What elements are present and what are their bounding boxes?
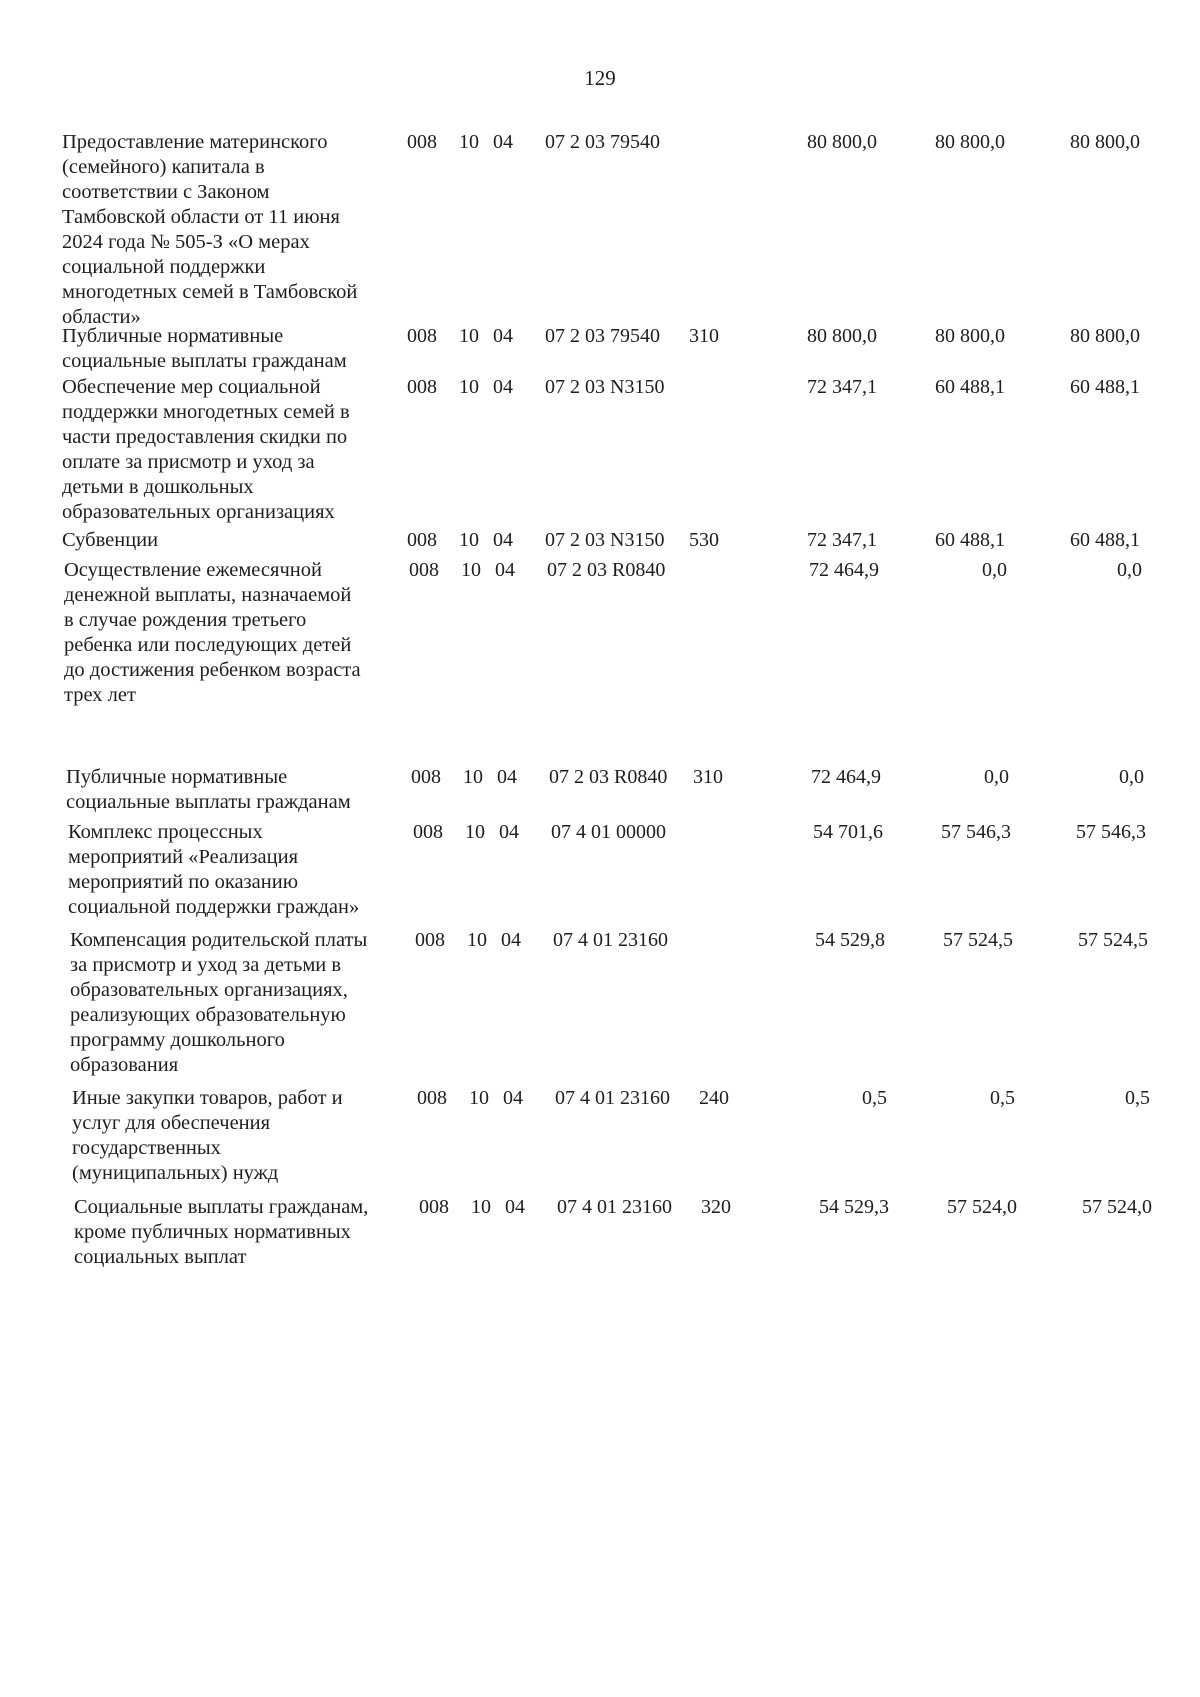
cell-pr: 04 (493, 529, 513, 551)
cell-sum-3: 60 488,1 (1070, 529, 1140, 551)
cell-pr: 04 (497, 766, 517, 788)
cell-sum-1: 72 347,1 (807, 529, 877, 551)
cell-sum-3: 57 524,5 (1078, 929, 1148, 951)
cell-gr: 008 (407, 131, 437, 153)
cell-pr: 04 (495, 559, 515, 581)
row-name: Субвенции (62, 529, 159, 551)
cell-pr: 04 (505, 1196, 525, 1218)
cell-sum-3: 57 546,3 (1076, 821, 1146, 843)
row-name: Обеспечение мер социальной поддержки многодетных семей в части предоставления скидки по оплате за присмотр и уход за детьми в дошкольных образовательных организациях (62, 376, 350, 523)
cell-sum-2: 60 488,1 (935, 376, 1005, 398)
cell-gr: 008 (407, 376, 437, 398)
cell-rz: 10 (461, 559, 481, 581)
cell-vr: 240 (699, 1087, 729, 1109)
cell-sum-1: 72 464,9 (811, 766, 881, 788)
cell-rz: 10 (459, 376, 479, 398)
cell-vr: 310 (693, 766, 723, 788)
cell-rz: 10 (471, 1196, 491, 1218)
cell-gr: 008 (417, 1087, 447, 1109)
cell-sum-2: 60 488,1 (935, 529, 1005, 551)
cell-sum-2: 57 524,5 (943, 929, 1013, 951)
cell-sum-2: 0,5 (990, 1087, 1015, 1109)
row-name: Социальные выплаты гражданам, кроме публичных нормативных социальных выплат (74, 1196, 369, 1268)
cell-pr: 04 (493, 131, 513, 153)
cell-vr: 310 (689, 325, 719, 347)
cell-sum-1: 0,5 (862, 1087, 887, 1109)
cell-gr: 008 (413, 821, 443, 843)
cell-csr: 07 2 03 R0840 (549, 766, 668, 788)
cell-sum-1: 54 701,6 (813, 821, 883, 843)
row-name: Публичные нормативные социальные выплаты гражданам (66, 766, 351, 813)
cell-rz: 10 (459, 131, 479, 153)
cell-sum-2: 80 800,0 (935, 325, 1005, 347)
cell-rz: 10 (463, 766, 483, 788)
cell-sum-3: 80 800,0 (1070, 325, 1140, 347)
page-number: 129 (584, 66, 616, 90)
cell-pr: 04 (501, 929, 521, 951)
cell-sum-2: 57 546,3 (941, 821, 1011, 843)
cell-sum-2: 0,0 (984, 766, 1009, 788)
cell-sum-3: 0,5 (1125, 1087, 1150, 1109)
cell-sum-1: 54 529,8 (815, 929, 885, 951)
cell-pr: 04 (493, 325, 513, 347)
row-name: Осуществление ежемесячной денежной выплаты, назначаемой в случае рождения третьего ребенка или последующих детей до достижения ребенком возраста трех лет (64, 559, 361, 706)
cell-sum-3: 57 524,0 (1082, 1196, 1152, 1218)
cell-gr: 008 (407, 325, 437, 347)
cell-gr: 008 (409, 559, 439, 581)
cell-vr: 320 (701, 1196, 731, 1218)
cell-sum-1: 80 800,0 (807, 325, 877, 347)
cell-gr: 008 (407, 529, 437, 551)
cell-csr: 07 4 01 23160 (555, 1087, 670, 1109)
row-name: Компенсация родительской платы за присмотр и уход за детьми в образовательных организациях, реализующих образовательную программу дошкольного образования (70, 929, 368, 1076)
cell-pr: 04 (499, 821, 519, 843)
cell-sum-2: 57 524,0 (947, 1196, 1017, 1218)
cell-csr: 07 2 03 N3150 (545, 529, 665, 551)
cell-pr: 04 (493, 376, 513, 398)
row-name: Предоставление материнского (семейного) капитала в соответствии с Законом Тамбовской области от 11 июня 2024 года № 505-З «О мерах социальной поддержки многодетных семей в Тамбовской области» (62, 131, 358, 328)
cell-sum-3: 80 800,0 (1070, 131, 1140, 153)
cell-rz: 10 (459, 529, 479, 551)
cell-pr: 04 (503, 1087, 523, 1109)
cell-sum-1: 72 347,1 (807, 376, 877, 398)
row-name: Иные закупки товаров, работ и услуг для обеспечения государственных (муниципальных) нужд (72, 1087, 343, 1184)
cell-sum-3: 0,0 (1117, 559, 1142, 581)
cell-sum-2: 0,0 (982, 559, 1007, 581)
cell-rz: 10 (467, 929, 487, 951)
cell-csr: 07 2 03 N3150 (545, 376, 665, 398)
cell-sum-2: 80 800,0 (935, 131, 1005, 153)
cell-csr: 07 4 01 23160 (553, 929, 668, 951)
cell-sum-3: 60 488,1 (1070, 376, 1140, 398)
cell-rz: 10 (459, 325, 479, 347)
cell-sum-3: 0,0 (1119, 766, 1144, 788)
cell-gr: 008 (411, 766, 441, 788)
cell-rz: 10 (465, 821, 485, 843)
cell-rz: 10 (469, 1087, 489, 1109)
cell-sum-1: 72 464,9 (809, 559, 879, 581)
cell-csr: 07 4 01 23160 (557, 1196, 672, 1218)
cell-csr: 07 2 03 R0840 (547, 559, 666, 581)
row-name: Публичные нормативные социальные выплаты гражданам (62, 325, 347, 372)
cell-csr: 07 4 01 00000 (551, 821, 666, 843)
cell-csr: 07 2 03 79540 (545, 325, 660, 347)
cell-sum-1: 80 800,0 (807, 131, 877, 153)
row-name: Комплекс процессных мероприятий «Реализация мероприятий по оказанию социальной поддержки граждан» (68, 821, 360, 918)
cell-gr: 008 (415, 929, 445, 951)
cell-sum-1: 54 529,3 (819, 1196, 889, 1218)
cell-csr: 07 2 03 79540 (545, 131, 660, 153)
cell-gr: 008 (419, 1196, 449, 1218)
cell-vr: 530 (689, 529, 719, 551)
